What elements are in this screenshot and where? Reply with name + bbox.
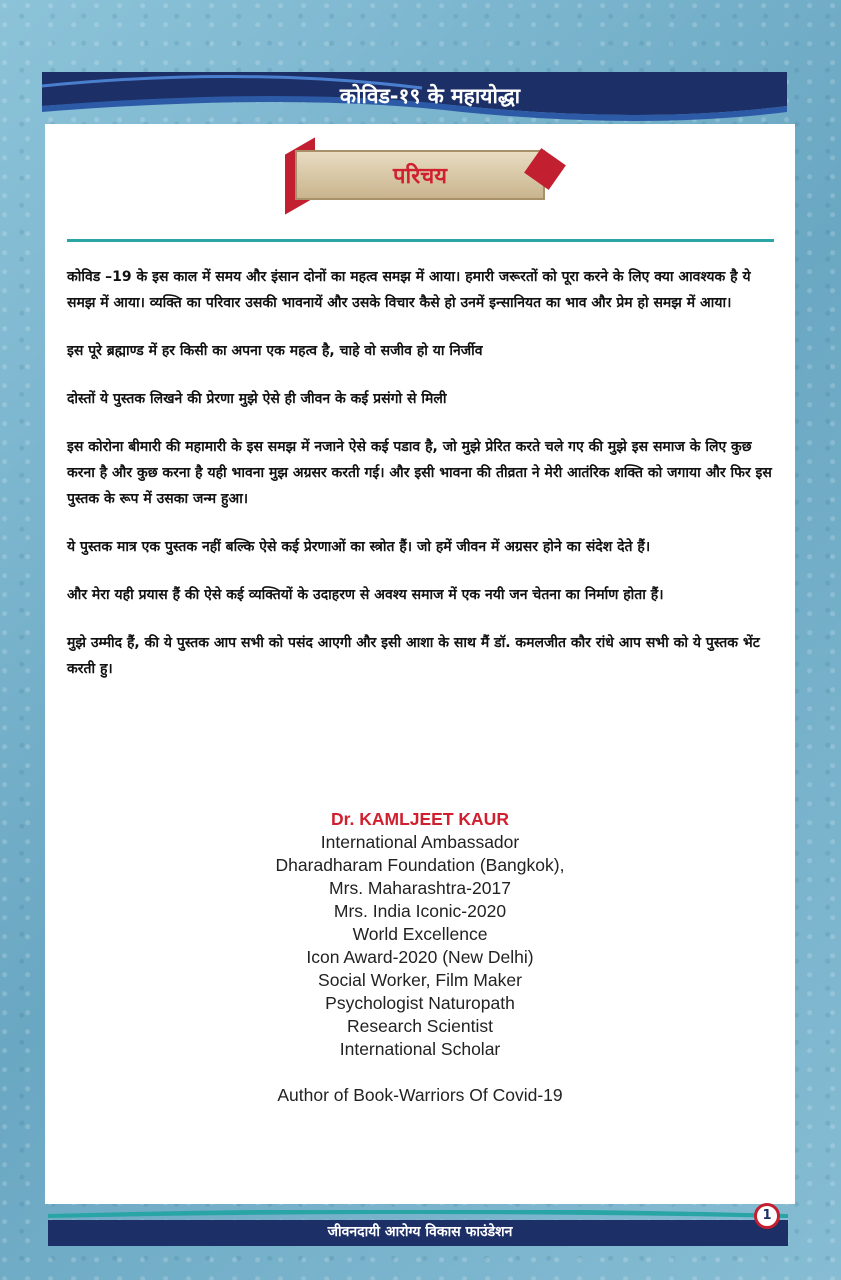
credential-line: International Scholar <box>339 1039 501 1059</box>
section-title: परिचय <box>393 164 447 189</box>
body-text <box>67 264 777 704</box>
year-label: साल २०२० <box>686 78 743 94</box>
paragraph: और मेरा यही प्रयास हैं की ऐसे कई व्यक्तियों के उदाहरण से अवश्य समाज में एक नयी जन चेतना का निर्माण होता हैं। <box>67 587 664 603</box>
credential-line: Icon Award-2020 (New Delhi) <box>306 947 534 967</box>
author-name: Dr. KAMLJEET KAUR <box>331 809 509 829</box>
page-content <box>45 124 795 1204</box>
footer-text: जीवनदायी आरोग्य विकास फाउंडेशन <box>327 1224 513 1240</box>
header-title: कोविड-१९ के महायोद्धा <box>339 84 521 108</box>
credential-line: Psychologist Naturopath <box>325 993 515 1013</box>
credential-line: Mrs. Maharashtra-2017 <box>329 878 511 898</box>
credential-line: Mrs. India Iconic-2020 <box>333 901 507 921</box>
paragraph: कोविड –19 के इस काल में समय और इंसान दोनों का महत्व समझ में आया। हमारी जरूरतों को पूरा करने के लिए क्या आवश्यक है ये समझ में आया। व्यक्ति का परिवार उसकी भावनायें और उसके विचार कैसे हो उनमें इन्सानियत का भाव और प्रेम हो समझ में आया। <box>67 269 751 311</box>
page-number: 1 <box>754 1203 780 1229</box>
paragraph: मुझे उम्मीद हैं, की ये पुस्तक आप सभी को पसंद आएगी और इसी आशा के साथ मैं डॉ. कमलजीत कौर रांधे आप सभी को ये पुस्तक भेंट करती हु। <box>67 635 760 677</box>
paragraph: इस पूरे ब्रह्माण्ड में हर किसी का अपना एक महत्व है, चाहे वो सजीव हो या निर्जीव <box>67 343 483 359</box>
divider <box>67 239 774 242</box>
credential-line: World Excellence <box>352 924 488 944</box>
credential-line: Research Scientist <box>347 1016 493 1036</box>
author-book-line: Author of Book-Warriors Of Covid-19 <box>277 1085 563 1105</box>
paragraph: ये पुस्तक मात्र एक पुस्तक नहीं बल्कि ऐसे कई प्रेरणाओं का स्त्रोत हैं। जो हमें जीवन में अग्रसर होने का संदेश देते हैं। <box>67 539 651 555</box>
credential-line: Dharadharam Foundation (Bangkok), <box>275 855 565 875</box>
credential-line: International Ambassador <box>320 832 520 852</box>
paragraph: दोस्तों ये पुस्तक लिखने की प्रेरणा मुझे ऐसे ही जीवन के कई प्रसंगो से मिली <box>67 391 447 407</box>
signature-block <box>45 808 795 1107</box>
paragraph: इस कोरोना बीमारी की महामारी के इस समझ में नजाने ऐसे कई पडाव है, जो मुझे प्रेरित करते चले गए की मुझे इस समाज के लिए कुछ करना है और कुछ करना है यही भावना मुझ अग्रसर करती गई। और इसी भावना की तीव्रता ने मेरी आतंरिक शक्ति को जगाया और फिर इस पुस्तक के रूप में उसका जन्म हुआ। <box>67 439 772 507</box>
credential-line: Social Worker, Film Maker <box>318 970 522 990</box>
